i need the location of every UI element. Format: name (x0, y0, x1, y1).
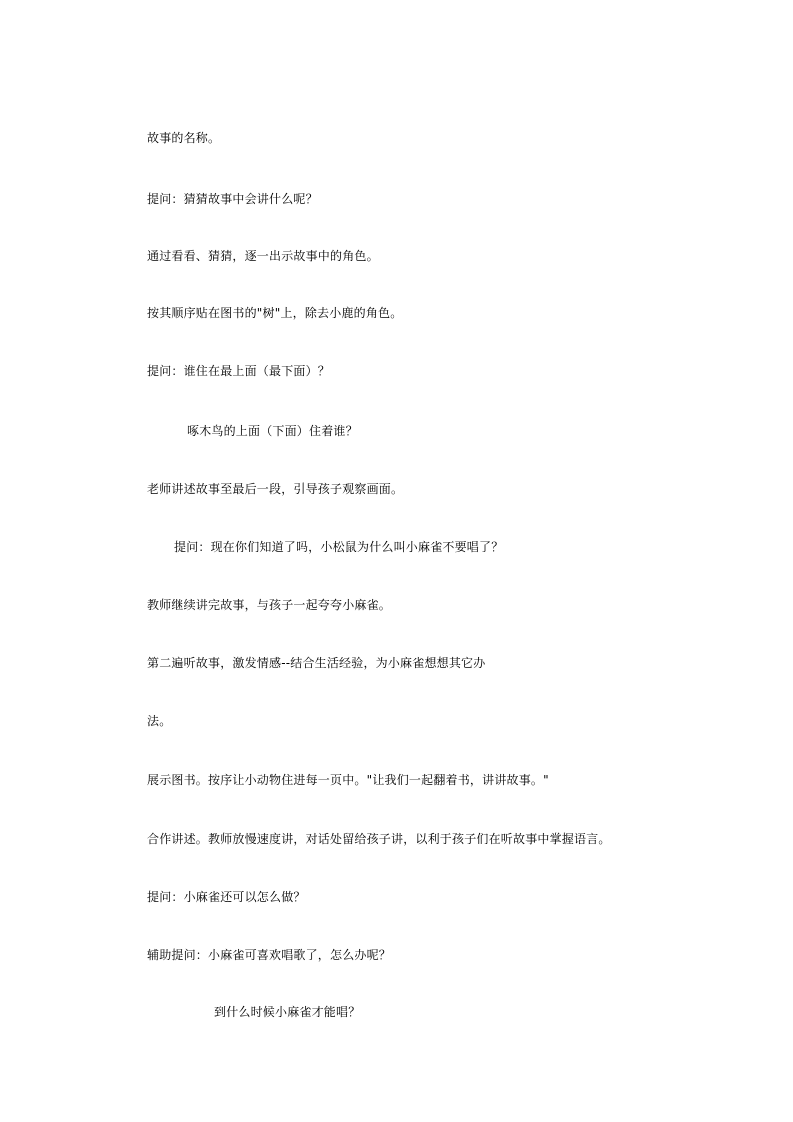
text-line: 故事的名称。 (147, 131, 221, 145)
text-line: 提问：小麻雀还可以怎么做？ (147, 890, 306, 904)
text-line: 第二遍听故事，激发情感--结合生活经验，为小麻雀想想其它办 (147, 656, 486, 670)
text-line: 合作讲述。教师放慢速度讲，对话处留给孩子讲，以利于孩子们在听故事中掌握语言。 (147, 832, 611, 846)
text-line: 展示图书。按序让小动物住进每一页中。"让我们一起翻着书，讲讲故事。" (147, 773, 549, 787)
text-line-indented: 提问：现在你们知道了吗，小松鼠为什么叫小麻雀不要唱了？ (174, 540, 504, 554)
text-line: 老师讲述故事至最后一段，引导孩子观察画面。 (147, 482, 404, 496)
text-line: 提问：猜猜故事中会讲什么呢？ (147, 192, 318, 206)
text-line: 教师继续讲完故事，与孩子一起夸夸小麻雀。 (147, 598, 392, 612)
text-line: 辅助提问：小麻雀可喜欢唱歌了，怎么办呢？ (147, 948, 392, 962)
text-line: 通过看看、猜猜，逐一出示故事中的角色。 (147, 249, 379, 263)
text-line: 法。 (147, 714, 172, 728)
text-line: 提问：谁住在最上面（最下面）？ (147, 364, 331, 378)
text-line-indented: 啄木鸟的上面（下面）住着谁？ (187, 424, 358, 438)
text-line-indented: 到什么时候小麻雀才能唱？ (214, 1005, 361, 1019)
text-line: 按其顺序贴在图书的"树"上，除去小鹿的角色。 (147, 306, 403, 320)
